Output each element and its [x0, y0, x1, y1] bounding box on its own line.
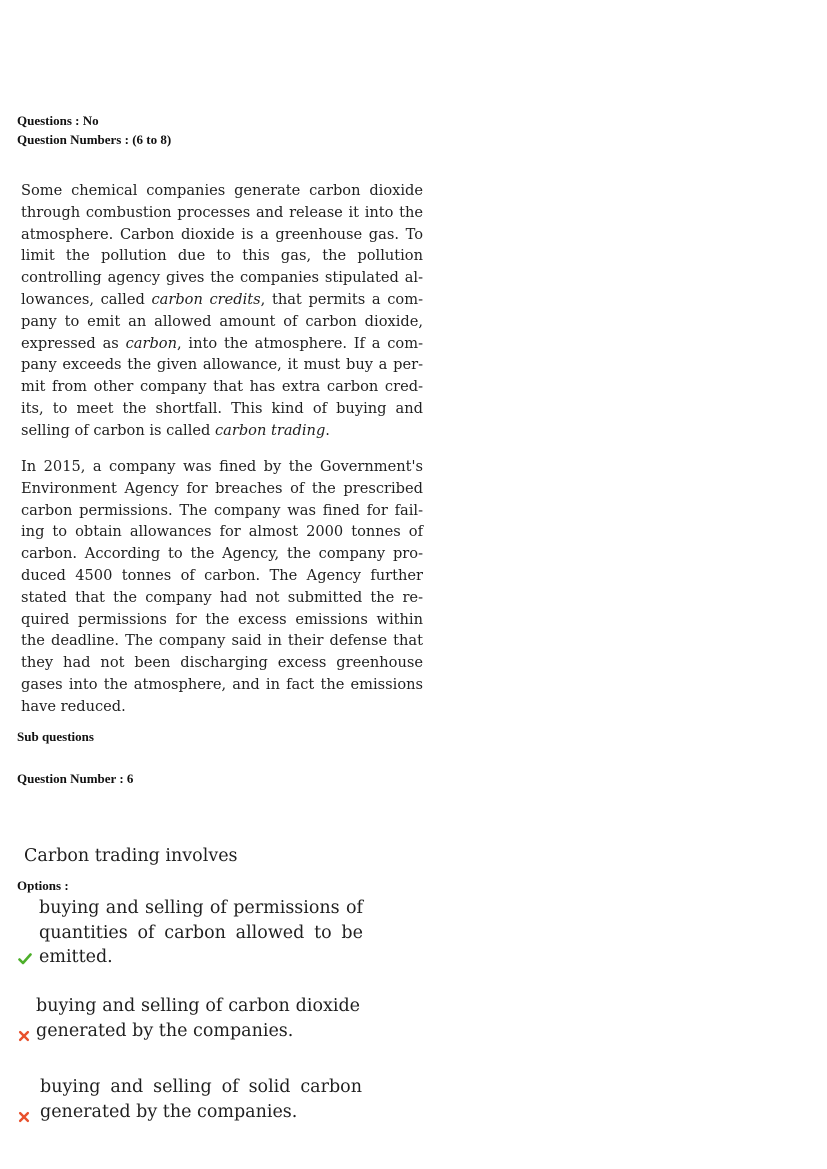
cross-icon: [18, 1030, 30, 1042]
sub-questions-label: Sub questions: [17, 729, 94, 744]
passage-emphasis: carbon credits: [151, 290, 261, 308]
options-label: Options :: [17, 878, 69, 893]
passage-text: Some chemical companies generate carbon dioxide through combustion processes and release it into the atmosphere. Carbon dioxide is a greenhouse gas. To limit the pollution due to this gas, the pollution controlling agency gives the companies stipulated allowances, called: [21, 182, 423, 308]
passage-text: , that permits a company to emit an allowed amount of carbon dioxide, expressed as: [21, 290, 423, 352]
question-stem: Carbon trading involves: [24, 846, 238, 866]
question-numbers-label: Question Numbers : (6 to 8): [17, 132, 172, 147]
check-icon: [18, 952, 32, 966]
passage-emphasis: carbon: [125, 334, 177, 352]
option-text: buying and selling of carbon dioxide generated by the companies.: [36, 996, 360, 1041]
option-text: buying and selling of permissions of quantities of carbon allowed to be emitted.: [39, 898, 363, 967]
passage-paragraph-1: [21, 180, 423, 442]
passage-text: , into the atmosphere. If a company exceeds the given allowance, it must buy a permit from other company that has extra carbon credits, to meet the shortfall. This kind of buying and selling of carbon is called: [21, 334, 423, 439]
passage-emphasis: carbon trading: [214, 421, 326, 439]
option-text: buying and selling of solid carbon generated by the companies.: [40, 1077, 362, 1122]
questions-label: Questions : No: [17, 113, 99, 128]
passage-paragraph-2: In 2015, a company was fined by the Government's Environment Agency for breaches of the prescribed carbon permissions. The company was fined for failing to obtain allowances for almost 2000 tonnes of carbon. According to the Agency, the company produced 4500 tonnes of carbon. The Agency further stated that the company had not submitted the required permissions for the excess emissions within the deadline. The company said in their defense that they had not been discharging excess greenhouse gases into the atmosphere, and in fact the emissions have reduced.: [21, 458, 423, 715]
question-number-label: Question Number : 6: [17, 771, 134, 786]
cross-icon: [18, 1111, 30, 1123]
passage-text: .: [325, 421, 330, 439]
